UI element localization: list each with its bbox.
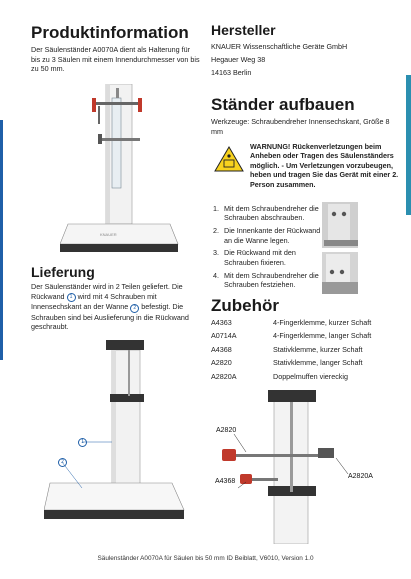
step-photo-fix <box>322 252 358 294</box>
setup-step: 2. Die Innenkante der Rückwand an die Wanne legen. <box>213 226 321 245</box>
callout-2: 2 <box>58 458 67 467</box>
accessory-desc: 4-Fingerklemme, langer Schaft <box>273 331 372 341</box>
manufacturer-street: Hegauer Weg 38 <box>211 55 266 64</box>
step-photo-unscrew <box>322 202 358 248</box>
callout-a4368: A4368 <box>215 478 236 485</box>
callout-a2820: A2820 <box>216 427 237 434</box>
product-info-text: Der Säulenständer A0070A dient als Halterung für bis zu 3 Säulen mit einem Innendurchmesser von bis zu 50 mm. <box>31 45 200 74</box>
delivery-illustration <box>44 338 194 533</box>
table-row <box>211 370 371 383</box>
accessory-desc: Doppelmuffen viereckig <box>273 371 348 381</box>
accessory-code: A2820 <box>211 358 232 368</box>
marker-2: 2 <box>130 304 139 313</box>
warning-icon <box>214 146 244 172</box>
warning-text: WARNUNG! Rückenverletzungen beim Anheben oder Tragen des Säulenständers möglich. - Um Verletzungen vorzubeugen, heben und tragen Sie das Gerät mit einer 2. Person zusammen. <box>250 142 399 189</box>
callout-a2820a: A2820A <box>348 473 373 480</box>
marker-1: 1 <box>67 293 76 302</box>
product-info-title: Produktinformation <box>31 23 189 42</box>
accessory-code: A2820A <box>211 371 237 381</box>
manufacturer-address <box>211 40 401 79</box>
table-row <box>211 316 371 329</box>
accessory-desc: 4-Fingerklemme, kurzer Schaft <box>273 318 372 327</box>
accessories-table <box>211 316 371 383</box>
accessory-desc: Stativklemme, kurzer Schaft <box>273 344 363 354</box>
right-edge-marker <box>406 75 411 215</box>
table-row <box>211 356 371 369</box>
delivery-text-part-2: wird mit 4 Schrauben mit Innensechskant an der Wanne <box>31 291 157 312</box>
accessory-code: A4368 <box>211 344 232 354</box>
delivery-title: Lieferung <box>31 264 95 280</box>
setup-step: 4. Mit dem Schraubendreher die Schrauben festziehen. <box>213 270 319 290</box>
setup-tools: Werkzeuge: Schraubendreher Innensechskant, Größe 8 mm <box>211 117 390 136</box>
accessory-code: A0714A <box>211 331 237 341</box>
setup-title: Ständer aufbauen <box>211 95 355 114</box>
delivery-text <box>31 282 201 332</box>
manufacturer-city: 14163 Berlin <box>211 68 252 77</box>
table-row <box>211 329 371 342</box>
callout-1: 1 <box>78 438 87 447</box>
setup-step: 1. Mit dem Schraubendreher die Schrauben abschrauben. <box>213 204 319 223</box>
accessory-code: A4363 <box>211 318 232 327</box>
accessories-title: Zubehör <box>211 296 279 315</box>
footer: Säulenständer A0070A für Säulen bis 50 mm ID Beiblatt, V6010, Version 1.0 <box>97 555 314 562</box>
setup-steps <box>213 204 325 293</box>
left-edge-marker <box>0 120 3 360</box>
svg-text:KNAUER: KNAUER <box>100 232 117 237</box>
table-row <box>211 343 371 356</box>
column-stand-illustration <box>60 84 180 259</box>
accessories-illustration <box>212 386 362 544</box>
manufacturer-name: KNAUER Wissenschaftliche Geräte GmbH <box>211 42 348 51</box>
delivery-text-part-1: Der Säulenständer wird in 2 Teilen geliefert. Die Rückwand <box>31 282 183 301</box>
setup-step: 3. Die Rückwand mit den Schrauben fixieren. <box>213 248 296 267</box>
accessory-desc: Stativklemme, langer Schaft <box>273 358 363 368</box>
delivery-text-part-3: befestigt. Die Schrauben sind bei Auslieferung in die Rückwand geschraubt. <box>31 302 189 332</box>
manufacturer-title: Hersteller <box>211 22 276 38</box>
